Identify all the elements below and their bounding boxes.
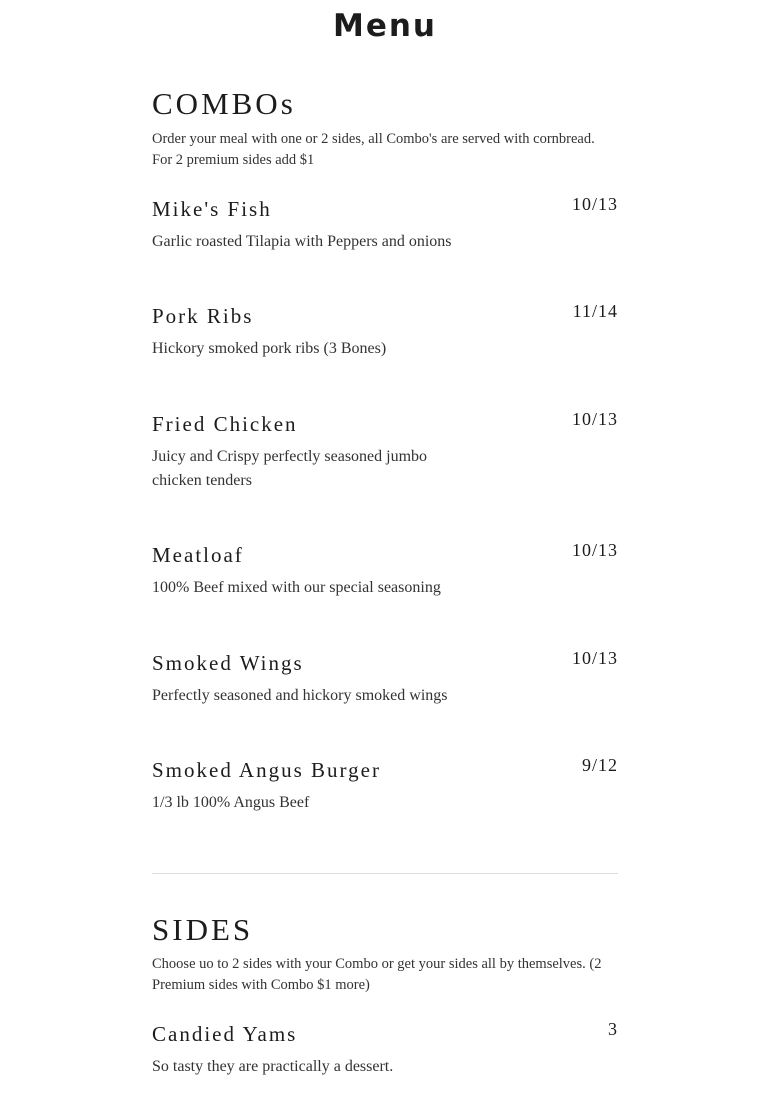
item-price: 11/14	[572, 301, 618, 321]
item-description: 1/3 lb 100% Angus Beef	[152, 794, 310, 811]
item-description: Juicy and Crispy perfectly seasoned jumbo chicken tenders	[152, 448, 428, 489]
item-description: Garlic roasted Tilapia with Peppers and onions	[152, 233, 452, 250]
item-description: Hickory smoked pork ribs (3 Bones)	[152, 340, 387, 357]
combos-section-title: COMBOs	[152, 86, 296, 121]
item-name: Fried Chicken	[152, 412, 298, 436]
item-price: 10/13	[571, 540, 618, 560]
sides-section-description: Choose uo to 2 sides with your Combo or get your sides all by themselves. (2 Premium sides with Combo $1 more)	[152, 956, 602, 993]
item-price: 9/12	[581, 755, 618, 775]
item-price: 10/13	[571, 648, 618, 668]
combos-section-description: Order your meal with one or 2 sides, all Combo's are served with cornbread. For 2 premium sides add $1	[152, 131, 595, 168]
sides-section-title: SIDES	[152, 912, 254, 947]
item-description: Perfectly seasoned and hickory smoked wings	[152, 687, 448, 704]
item-price: 10/13	[571, 409, 618, 429]
section-divider	[152, 873, 618, 874]
item-name: Candied Yams	[152, 1022, 298, 1046]
item-name: Mike's Fish	[152, 197, 272, 221]
item-name: Smoked Angus Burger	[152, 758, 381, 782]
item-name: Pork Ribs	[152, 304, 254, 328]
item-price: 3	[608, 1019, 618, 1039]
item-price: 10/13	[571, 194, 618, 214]
item-name: Smoked Wings	[152, 651, 304, 675]
page-title: Menu	[332, 8, 437, 44]
item-name: Meatloaf	[152, 543, 244, 567]
item-description: 100% Beef mixed with our special seasoning	[152, 579, 441, 596]
item-description: So tasty they are practically a dessert.	[152, 1058, 394, 1075]
